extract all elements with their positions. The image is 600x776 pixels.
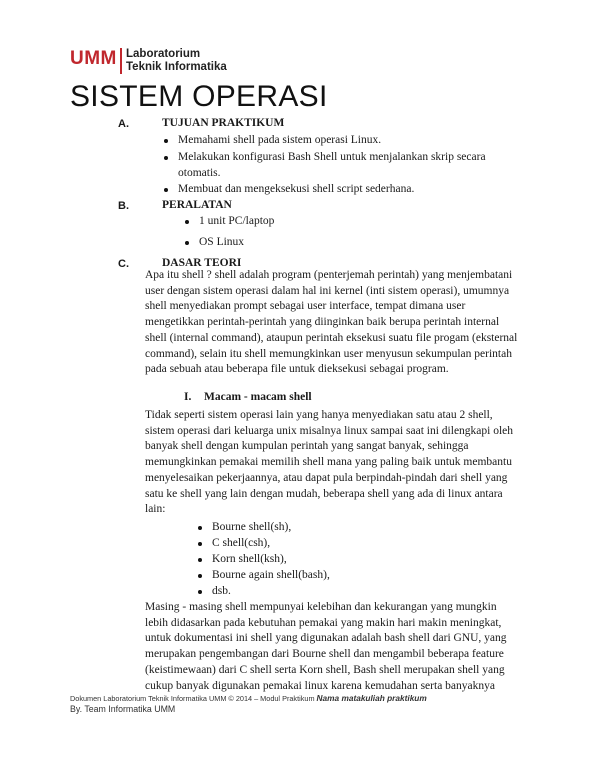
logo-line-1: Laboratorium (126, 48, 201, 60)
paragraph-line: untuk dokumentasi ini shell yang digunakan adalah bash shell dari GNU, yang (145, 632, 507, 645)
subsection-heading: Macam - macam shell (204, 391, 312, 403)
list-item: Membuat dan mengeksekusi shell script sederhana. (178, 183, 415, 195)
section-a-letter: A. (118, 118, 129, 130)
list-item: OS Linux (199, 236, 245, 248)
subsection-numeral: I. (184, 391, 192, 403)
paragraph-line: Masing - masing shell mempunyai kelebihan dan kekurangan yang mungkin (145, 601, 497, 613)
bullet-icon (198, 558, 202, 562)
paragraph-line: lebih didasarkan pada kebutuhan pemakai yang makin hari makin meningkat, (145, 616, 502, 629)
logo-line-2: Teknik Informatika (126, 61, 227, 73)
bullet-icon (164, 188, 168, 192)
paragraph-line: memungkinkan pemakai memilih shell mana yang paling baik untuk membantu (145, 456, 512, 469)
list-item-continuation: otomatis. (178, 167, 221, 179)
list-item: Memahami shell pada sistem operasi Linux. (178, 134, 382, 146)
section-c-letter: C. (118, 258, 129, 270)
paragraph-line: mengetikkan perintah-perintah yang diinginkan baik berupa perintah internal (145, 316, 500, 329)
paragraph-line: satu ke shell yang lain dengan mudah, beberapa shell yang ada di linux antara (145, 487, 503, 500)
section-a-heading: TUJUAN PRAKTIKUM (162, 117, 285, 129)
paragraph-line: shell menyediakan prompt sebagai user interface, tempat dimana user (145, 300, 466, 313)
section-c-heading: DASAR TEORI (162, 257, 242, 269)
shell-list-item: Bourne again shell(bash), (212, 569, 330, 581)
shell-list-item: dsb. (212, 585, 231, 597)
footer-course-name: Nama matakuliah praktikum (316, 693, 427, 703)
logo-umm: UMM (70, 48, 117, 69)
bullet-icon (164, 156, 168, 160)
bullet-icon (185, 241, 189, 245)
paragraph-line: banyak shell dengan kumpulan perintah yang sangat banyak, sehingga (145, 440, 469, 453)
section-c-paragraph (145, 268, 517, 378)
footer-line-2: By. Team Informatika UMM (70, 704, 176, 714)
section-b-heading: PERALATAN (162, 199, 232, 211)
paragraph-line: Tidak seperti sistem operasi lain yang hanya menyediakan satu atau 2 shell, (145, 409, 493, 421)
list-item: Melakukan konfigurasi Bash Shell untuk menjalankan skrip secara (178, 151, 486, 163)
paragraph-line: cukup banyak digunakan pemakai linux karena kemudahan serta banyaknya (145, 679, 495, 692)
list-item: 1 unit PC/laptop (199, 215, 275, 227)
paragraph-line: Apa itu shell ? shell adalah program (penterjemah perintah) yang menjembatani (145, 269, 513, 281)
logo-divider (120, 48, 122, 74)
shell-list-item: Korn shell(ksh), (212, 553, 287, 565)
bullet-icon (198, 574, 202, 578)
section-b-letter: B. (118, 200, 129, 212)
bullet-icon (185, 220, 189, 224)
paragraph-line: lain: (145, 503, 166, 516)
paragraph-line: shell (internal command), ataupun perintah eksekusi suatu file progam (eksternal (145, 331, 518, 344)
bullet-icon (198, 542, 202, 546)
shell-list-item: C shell(csh), (212, 537, 271, 549)
paragraph-line: merupakan pengembangan dari Bourne shell dan mengambil beberapa feature (145, 648, 504, 661)
paragraph-line: menyelesaikan pekerjaannya, atau dapat pula berpindah-pindah dari shell yang (145, 471, 508, 484)
paragraph-line: user dengan sistem operasi dalam hal ini kernel (inti sistem operasi), umumnya (145, 284, 510, 297)
paragraph-line: sistem operasi dari keluarga unix misalnya linux sampai saat ini dilengkapi oleh (145, 424, 514, 437)
page-title: SISTEM OPERASI (70, 80, 328, 113)
subsection-paragraph-1 (145, 408, 513, 518)
bullet-icon (164, 139, 168, 143)
footer-prefix: Dokumen Laboratorium Teknik Informatika UMM © 2014 – Modul Praktikum (70, 694, 317, 703)
bullet-icon (198, 526, 202, 530)
paragraph-line: pada sebuah atau beberapa file untuk dieksekusi sebagai program. (145, 363, 449, 376)
logo-text (126, 48, 227, 74)
paragraph-line: command), selain itu shell memungkinkan user menyusun sekumpulan perintah (145, 347, 512, 360)
bullet-icon (198, 590, 202, 594)
footer-line-1 (70, 693, 427, 703)
paragraph-line: (keistimewaan) dari C shell serta Korn shell, Bash shell merupakan shell yang (145, 663, 505, 676)
shell-list-item: Bourne shell(sh), (212, 521, 292, 533)
subsection-paragraph-2 (145, 600, 507, 694)
